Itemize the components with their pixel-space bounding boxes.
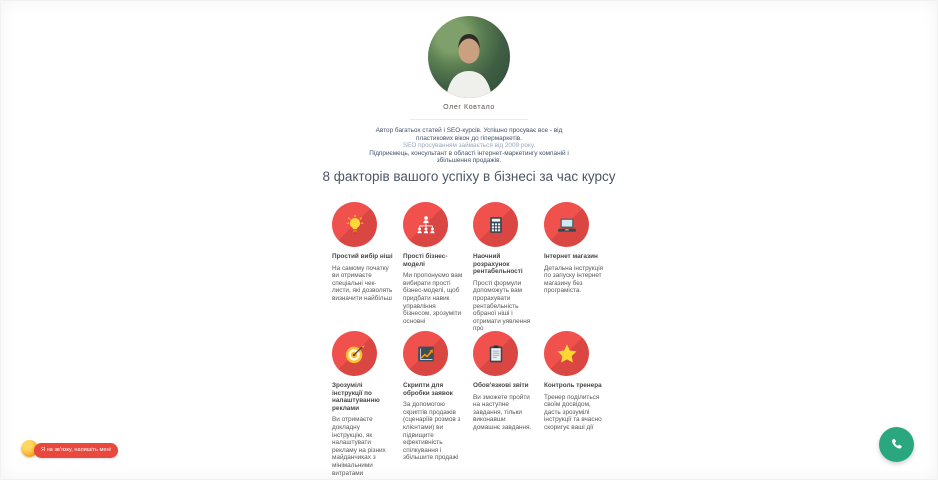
laptop-icon bbox=[555, 214, 579, 236]
bio-line: Підприємець, консультант в області інтернет-маркетингу компаній і bbox=[369, 149, 569, 157]
feature-title: Обов'язкові звіти bbox=[473, 382, 529, 389]
feature-body: На самому початку ви отримаєте спеціальні чек-листи, які дозволять визначити найбільш bbox=[332, 264, 393, 302]
feature-body: Детальна інструкція по запуску інтернет магазину без програміста. bbox=[544, 264, 604, 295]
feature-ads-setup bbox=[332, 331, 393, 477]
feature-title: Наочний розрахунок рентабельності bbox=[473, 253, 523, 276]
growth-chart-icon bbox=[415, 343, 437, 365]
profile-bio bbox=[0, 127, 938, 165]
feature-title: Контроль тренера bbox=[544, 382, 602, 389]
profile-photo bbox=[428, 16, 510, 98]
page-title: 8 факторів вашого успіху в бізнесі за час курсу bbox=[322, 169, 616, 184]
feature-title: Інтернет магазин bbox=[544, 253, 598, 260]
org-chart-icon bbox=[415, 214, 437, 236]
bio-line: збільшення продажів. bbox=[436, 157, 502, 165]
divider bbox=[410, 119, 528, 120]
feature-profit-calc bbox=[473, 202, 534, 333]
feature-title: Простий вибір ніші bbox=[332, 253, 393, 260]
feature-niche bbox=[332, 202, 393, 303]
feature-online-store bbox=[544, 202, 605, 295]
bio-line: Автор багатьох статей і SEO-курсів. Успішно просуває все - від bbox=[375, 127, 563, 134]
clipboard-icon bbox=[486, 343, 506, 365]
feature-body: Ви отримаєте докладну інструкцію, як налаштувати рекламу на різних майданчиках з мінімальними витратами bbox=[332, 416, 386, 477]
profile-name: Олег Ковтало bbox=[443, 104, 495, 111]
feature-title: Прості бізнес-моделі bbox=[403, 253, 448, 268]
calculator-icon bbox=[486, 214, 506, 236]
feature-mandatory-reports bbox=[473, 331, 534, 432]
bio-line: пластикових вікон до гіпермаркетів. bbox=[416, 134, 522, 142]
feature-body: За допомогою скриптів продажів (сценаріїв розмов з клієнтами) ви підвищите ефективність спілкування і збільшите продажі bbox=[403, 401, 461, 462]
feature-business-models bbox=[403, 202, 464, 325]
phone-icon bbox=[889, 437, 905, 453]
feature-title: Скрипти для обробки заявок bbox=[403, 382, 453, 397]
feature-body: Тренер поділиться своїм досвідом, дасть зрозумілі інструкції та вчасно скоригує ваші дії bbox=[544, 393, 602, 431]
target-icon bbox=[344, 343, 366, 365]
feature-body: Ви зможете пройти на наступне завдання, тільки виконавши домашнє завдання. bbox=[473, 393, 532, 431]
feature-title: Зрозумілі інструкції по налаштуванню реклами bbox=[332, 382, 380, 412]
chat-prompt-bubble[interactable]: Я на зв'язку, напишіть мені bbox=[34, 443, 118, 458]
feature-sales-scripts bbox=[403, 331, 464, 462]
star-icon bbox=[555, 342, 579, 366]
feature-trainer-control bbox=[544, 331, 605, 432]
bio-line: SEO просуванням займається від 2009 року. bbox=[402, 142, 536, 150]
lightbulb-icon bbox=[344, 214, 366, 236]
person-silhouette-icon bbox=[428, 16, 510, 98]
feature-body: Прості формули допоможуть вам прорахувати рентабельність обраної ніші і отримати уявлення про bbox=[473, 279, 531, 333]
feature-body: Ми пропонуємо вам вибирати прості бізнес-моделі, щоб придбати навик управління бізнесом, зрозуміти основні bbox=[403, 272, 463, 325]
callback-phone-button[interactable] bbox=[879, 427, 914, 462]
